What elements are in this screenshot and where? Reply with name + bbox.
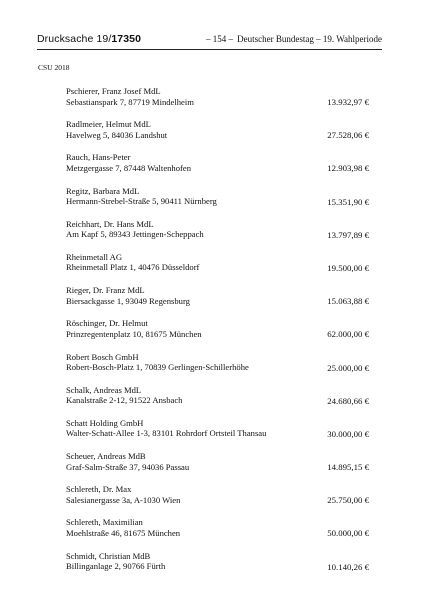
donor-address: Rheinmetall Platz 1, 40476 Düsseldorf	[66, 262, 200, 273]
document-number-value: 17350	[111, 33, 142, 45]
list-item	[66, 285, 369, 318]
donation-list	[66, 86, 369, 584]
donor-name: Schatt Holding GmbH	[66, 417, 144, 428]
list-item	[66, 517, 369, 550]
donor-address: Am Kapf 5, 89343 Jettingen-Scheppach	[66, 229, 204, 240]
donor-name: Scheuer, Andreas MdB	[66, 451, 146, 462]
donation-amount: 19.500,00 €	[327, 262, 369, 273]
donation-amount: 10.140,26 €	[327, 561, 369, 572]
list-item	[66, 252, 369, 285]
donor-address: Billinganlage 2, 90766 Fürth	[66, 561, 166, 572]
list-item	[66, 352, 369, 385]
donor-name: Schmidt, Christian MdB	[66, 550, 151, 561]
page-header	[37, 33, 382, 47]
list-item	[66, 219, 369, 252]
donor-address: Sebastianspark 7, 87719 Mindelheim	[66, 96, 194, 107]
list-item	[66, 318, 369, 351]
donation-amount: 50.000,00 €	[327, 528, 369, 539]
donor-address: Moehlstraße 46, 81675 München	[66, 527, 181, 538]
parliament-label: Deutscher Bundestag – 19. Wahlperiode	[237, 34, 382, 44]
donor-name: Regitz, Barbara MdL	[66, 185, 140, 196]
donor-address: Graf-Salm-Straße 37, 94036 Passau	[66, 461, 190, 472]
list-item	[66, 186, 369, 219]
page-number: – 154 –	[206, 34, 233, 44]
donor-address: Kanalstraße 2-12, 91522 Ansbach	[66, 395, 183, 406]
donor-address: Prinzregentenplatz 10, 81675 München	[66, 328, 202, 339]
donor-address: Walter-Schatt-Allee 1-3, 83101 Rohrdorf Ortsteil Thansau	[66, 428, 267, 439]
document-number	[37, 33, 141, 45]
donor-name: Rheinmetall AG	[66, 251, 123, 262]
list-item	[66, 152, 369, 185]
donation-amount: 25.000,00 €	[327, 362, 369, 373]
donor-name: Schlereth, Maximilian	[66, 517, 143, 528]
donor-name: Schlereth, Dr. Max	[66, 484, 132, 495]
donor-name: Reichhart, Dr. Hans MdL	[66, 218, 154, 229]
donor-name: Robert Bosch GmbH	[66, 351, 139, 362]
donation-amount: 24.680,66 €	[327, 395, 369, 406]
donor-name: Rieger, Dr. Franz MdL	[66, 285, 145, 296]
party-label: CSU 2018	[38, 63, 70, 72]
donation-amount: 62.000,00 €	[327, 329, 369, 340]
donor-name: Pschierer, Franz Josef MdL	[66, 86, 161, 96]
donor-name: Röschinger, Dr. Helmut	[66, 318, 148, 329]
donation-amount: 13.797,89 €	[327, 229, 369, 240]
donation-amount: 25.750,00 €	[327, 495, 369, 506]
donation-amount: 15.063,88 €	[327, 296, 369, 307]
list-item	[66, 119, 369, 152]
donor-name: Rauch, Hans-Peter	[66, 152, 131, 163]
donor-address: Robert-Bosch-Platz 1, 70839 Gerlingen-Schillerhöhe	[66, 362, 249, 372]
donor-address: Havelweg 5, 84036 Landshut	[66, 129, 168, 140]
donor-name: Radlmeier, Helmut MdL	[66, 119, 151, 130]
list-item	[66, 451, 369, 484]
donor-address: Salesianergasse 3a, A-1030 Wien	[66, 494, 181, 505]
donation-amount: 15.351,90 €	[327, 196, 369, 207]
document-number-prefix: Drucksache 19/	[37, 33, 112, 45]
donor-address: Metzgergasse 7, 87448 Waltenhofen	[66, 162, 191, 173]
donor-name: Schalk, Andreas MdL	[66, 384, 142, 395]
list-item	[66, 418, 369, 451]
donor-address: Hermann-Strebel-Straße 5, 90411 Nürnberg	[66, 196, 217, 207]
donation-amount: 12.903,98 €	[327, 163, 369, 174]
list-item	[66, 86, 369, 119]
list-item	[66, 551, 369, 584]
donation-amount: 27.528,06 €	[327, 130, 369, 141]
donation-amount: 14.895,15 €	[327, 462, 369, 473]
header-rule	[37, 49, 382, 50]
donation-amount: 30.000,00 €	[327, 428, 369, 439]
list-item	[66, 385, 369, 418]
list-item	[66, 484, 369, 517]
donation-amount: 13.932,97 €	[327, 97, 369, 107]
donor-address: Biersackgasse 1, 93049 Regensburg	[66, 295, 190, 306]
